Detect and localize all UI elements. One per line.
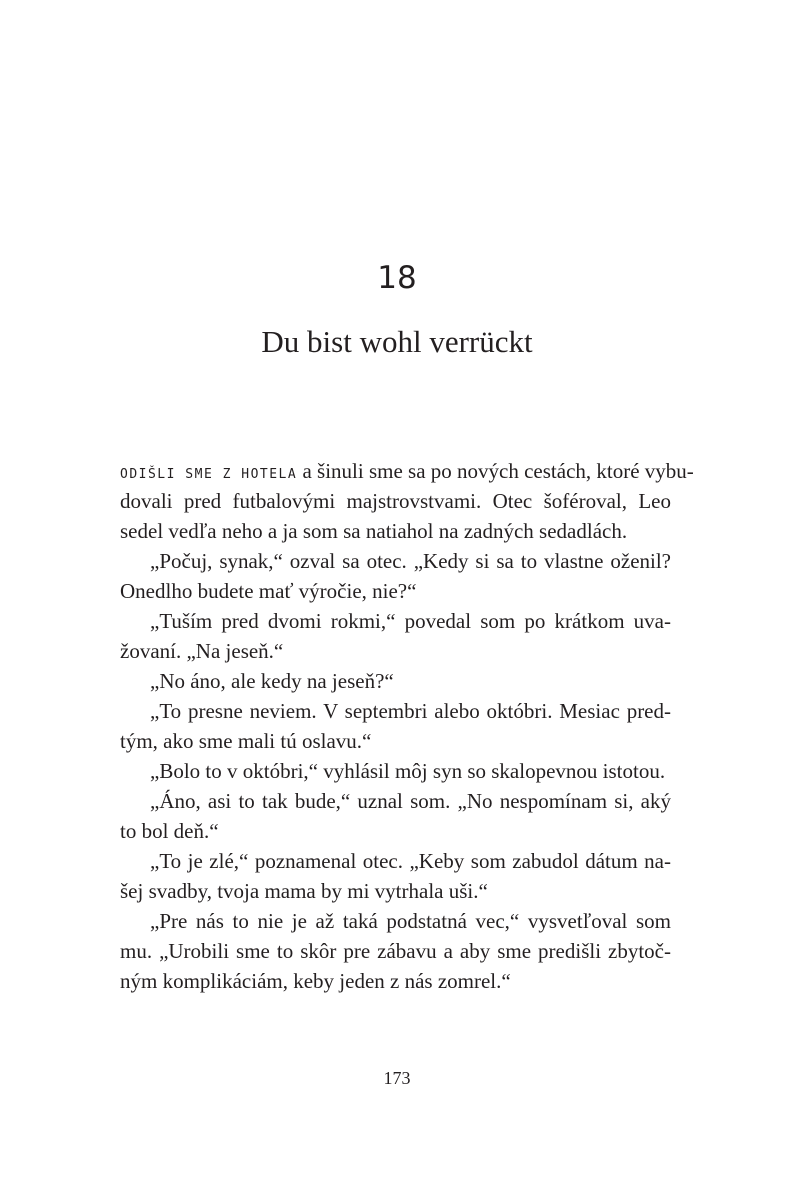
line-text: „Áno, asi to tak bude,“ uznal som. „No nespomínam si, aký — [150, 789, 671, 813]
line-text: „Počuj, synak,“ ozval sa otec. „Kedy si sa to vlastne oženil? — [150, 549, 671, 573]
line-text: šej svadby, tvoja mama by mi vytrhala uši.“ — [120, 879, 488, 903]
text-line — [120, 516, 671, 546]
line-text: „Bolo to v októbri,“ vyhlásil môj syn so skalopevnou istotou. — [150, 759, 666, 783]
line-text: „Pre nás to nie je až taká podstatná vec,“ vysvetľoval som — [150, 909, 671, 933]
page-number: 173 — [383, 1068, 411, 1088]
line-text: ným komplikáciám, keby jeden z nás zomrel.“ — [120, 969, 511, 993]
line-text: žovaní. „Na jeseň.“ — [120, 639, 284, 663]
line-text: a šinuli sme sa po nových cestách, ktoré vybu- — [297, 459, 694, 483]
line-text: mu. „Urobili sme to skôr pre zábavu a aby sme predišli zbytoč- — [120, 939, 671, 963]
text-line — [120, 726, 671, 756]
text-line — [120, 966, 671, 996]
line-text: tým, ako sme mali tú oslavu.“ — [120, 729, 372, 753]
text-line — [120, 906, 671, 936]
chapter-body — [120, 456, 694, 996]
text-line — [120, 636, 671, 666]
line-text: „To presne neviem. V septembri alebo októbri. Mesiac pred- — [150, 699, 671, 723]
line-text: „To je zlé,“ poznamenal otec. „Keby som zabudol dátum na- — [150, 849, 671, 873]
text-line — [120, 546, 671, 576]
text-line — [120, 486, 671, 516]
text-line — [120, 756, 671, 786]
chapter-number: 18 — [377, 260, 417, 296]
line-text: sedel vedľa neho a ja som sa natiahol na zadných sedadlách. — [120, 519, 628, 543]
text-line — [120, 936, 671, 966]
text-line — [120, 786, 671, 816]
text-line — [120, 606, 671, 636]
opening-smallcaps: ODIŠLI SME Z HOTELA — [120, 467, 298, 482]
line-text: dovali pred futbalovými majstrovstvami. Otec šoféroval, Leo — [120, 489, 671, 513]
text-line — [120, 696, 671, 726]
chapter-title: Du bist wohl verrückt — [261, 324, 533, 359]
line-text: to bol deň.“ — [120, 819, 219, 843]
line-text: „No áno, ale kedy na jeseň?“ — [150, 669, 394, 693]
text-line — [120, 576, 671, 606]
text-line — [120, 816, 671, 846]
text-line — [120, 666, 671, 696]
text-line — [120, 456, 694, 486]
line-text: „Tuším pred dvomi rokmi,“ povedal som po krátkom uva- — [150, 609, 671, 633]
text-line — [120, 846, 671, 876]
line-text: Onedlho budete mať výročie, nie?“ — [120, 579, 417, 603]
text-line — [120, 876, 671, 906]
